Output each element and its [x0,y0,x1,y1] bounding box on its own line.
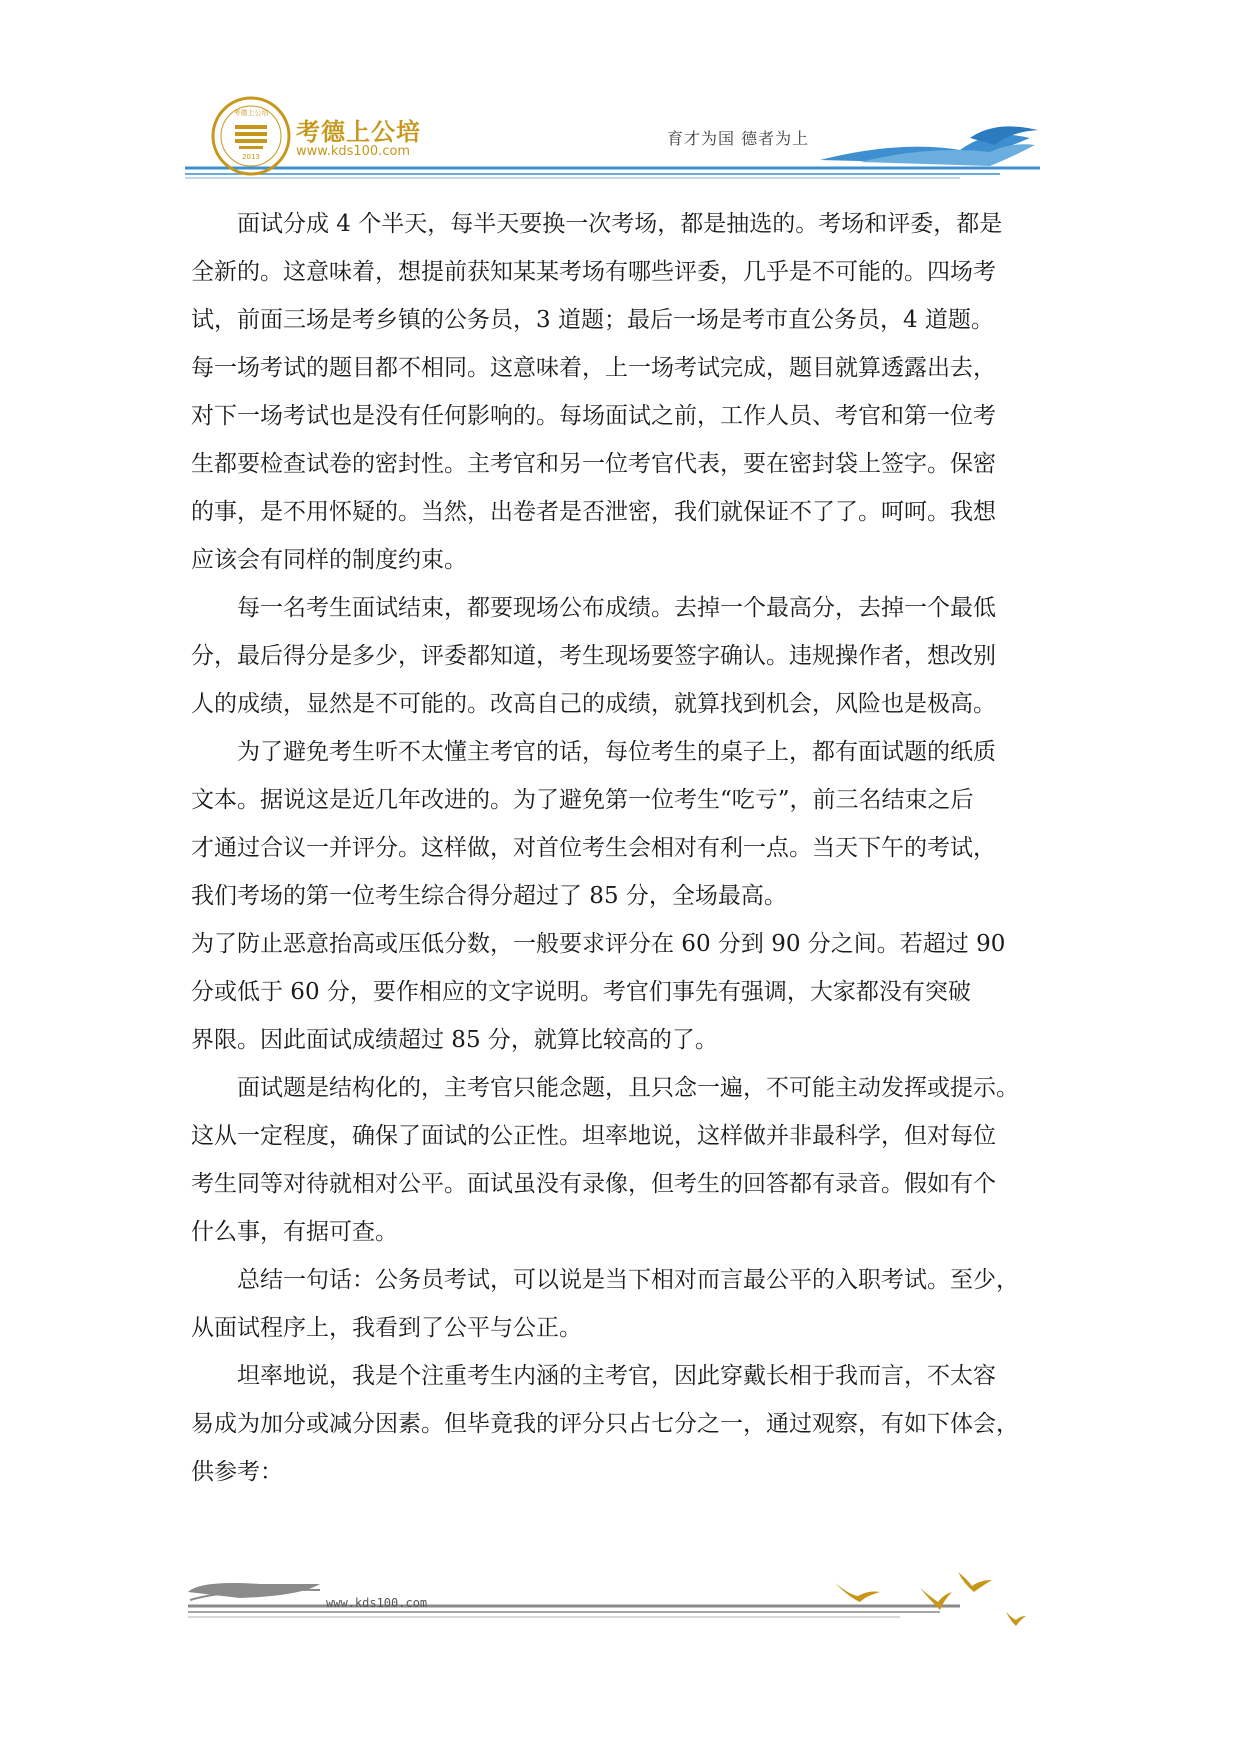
text-line: 面试分成 4 个半天，每半天要换一次考场，都是抽选的。考场和评委，都是 [237,211,1003,237]
text-line: 易成为加分或减分因素。但毕竟我的评分只占七分之一，通过观察，有如下体会， [191,1411,1019,1437]
paragraph-7 [191,1352,1071,1496]
document-body [191,200,1071,1496]
birds-icon [0,1540,1241,1660]
text-line: 坦率地说，我是个注重考生内涵的主考官，因此穿戴长相于我而言，不太容 [237,1363,996,1389]
paragraph-1 [191,200,1071,584]
paragraph-2 [191,584,1071,728]
paragraph-3 [191,728,1071,920]
text-line: 为了防止恶意抬高或压低分数，一般要求评分在 60 分到 90 分之间。若超过 90 [191,931,1006,957]
seal-year: 2013 [242,153,260,161]
text-line: 应该会有同样的制度约束。 [191,547,467,573]
footer-url: www.kds100.com [326,1596,428,1610]
text-line: 我们考场的第一位考生综合得分超过了 85 分，全场最高。 [191,883,787,909]
text-line: 界限。因此面试成绩超过 85 分，就算比较高的了。 [191,1027,718,1053]
paragraph-6 [191,1256,1071,1352]
text-line: 从面试程序上，我看到了公平与公正。 [191,1315,582,1341]
text-line: 面试题是结构化的，主考官只能念题，且只念一遍，不可能主动发挥或提示。 [237,1075,1019,1101]
text-line: 人的成绩，显然是不可能的。改高自己的成绩，就算找到机会，风险也是极高。 [191,691,996,717]
paragraph-4 [191,920,1071,1064]
text-line: 每一名考生面试结束，都要现场公布成绩。去掉一个最高分，去掉一个最低 [237,595,996,621]
text-line: 考生同等对待就相对公平。面试虽没有录像，但考生的回答都有录音。假如有个 [191,1171,996,1197]
text-line: 试，前面三场是考乡镇的公务员，3 道题；最后一场是考市直公务员，4 道题。 [191,307,994,333]
text-line: 的事，是不用怀疑的。当然，出卷者是否泄密，我们就保证不了了。呵呵。我想 [191,499,996,525]
text-line: 分，最后得分是多少，评委都知道，考生现场要签字确认。违规操作者，想改别 [191,643,996,669]
text-line: 生都要检查试卷的密封性。主考官和另一位考官代表，要在密封袋上签字。保密 [191,451,996,477]
text-line: 文本。据说这是近几年改进的。为了避免第一位考生“吃亏”，前三名结束之后 [191,787,974,813]
text-line: 每一场考试的题目都不相同。这意味着，上一场考试完成，题目就算透露出去， [191,355,996,381]
text-line: 什么事，有据可查。 [191,1219,398,1245]
text-line: 全新的。这意味着，想提前获知某某考场有哪些评委，几乎是不可能的。四场考 [191,259,996,285]
page-footer [0,1540,1241,1660]
text-line: 对下一场考试也是没有任何影响的。每场面试之前，工作人员、考官和第一位考 [191,403,996,429]
logo-title: 考德上公培 [296,117,421,146]
header-wave-decoration [0,0,1241,190]
text-line: 才通过合议一并评分。这样做，对首位考生会相对有利一点。当天下午的考试， [191,835,996,861]
text-line: 为了避免考生听不太懂主考官的话，每位考生的桌子上，都有面试题的纸质 [237,739,996,765]
page-header [0,0,1241,190]
logo-seal-icon [210,95,292,177]
seal-top-text: 考德上公培 [233,109,269,117]
logo-url: www.kds100.com [296,144,411,159]
text-line: 总结一句话：公务员考试，可以说是当下相对而言最公平的入职考试。至少， [237,1267,1019,1293]
paragraph-5 [191,1064,1071,1256]
text-line: 这从一定程度，确保了面试的公正性。坦率地说，这样做并非最科学，但对每位 [191,1123,996,1149]
text-line: 分或低于 60 分，要作相应的文字说明。考官们事先有强调，大家都没有突破 [191,979,971,1005]
header-slogan: 育才为国 德者为上 [667,129,810,148]
text-line: 供参考： [191,1459,283,1485]
